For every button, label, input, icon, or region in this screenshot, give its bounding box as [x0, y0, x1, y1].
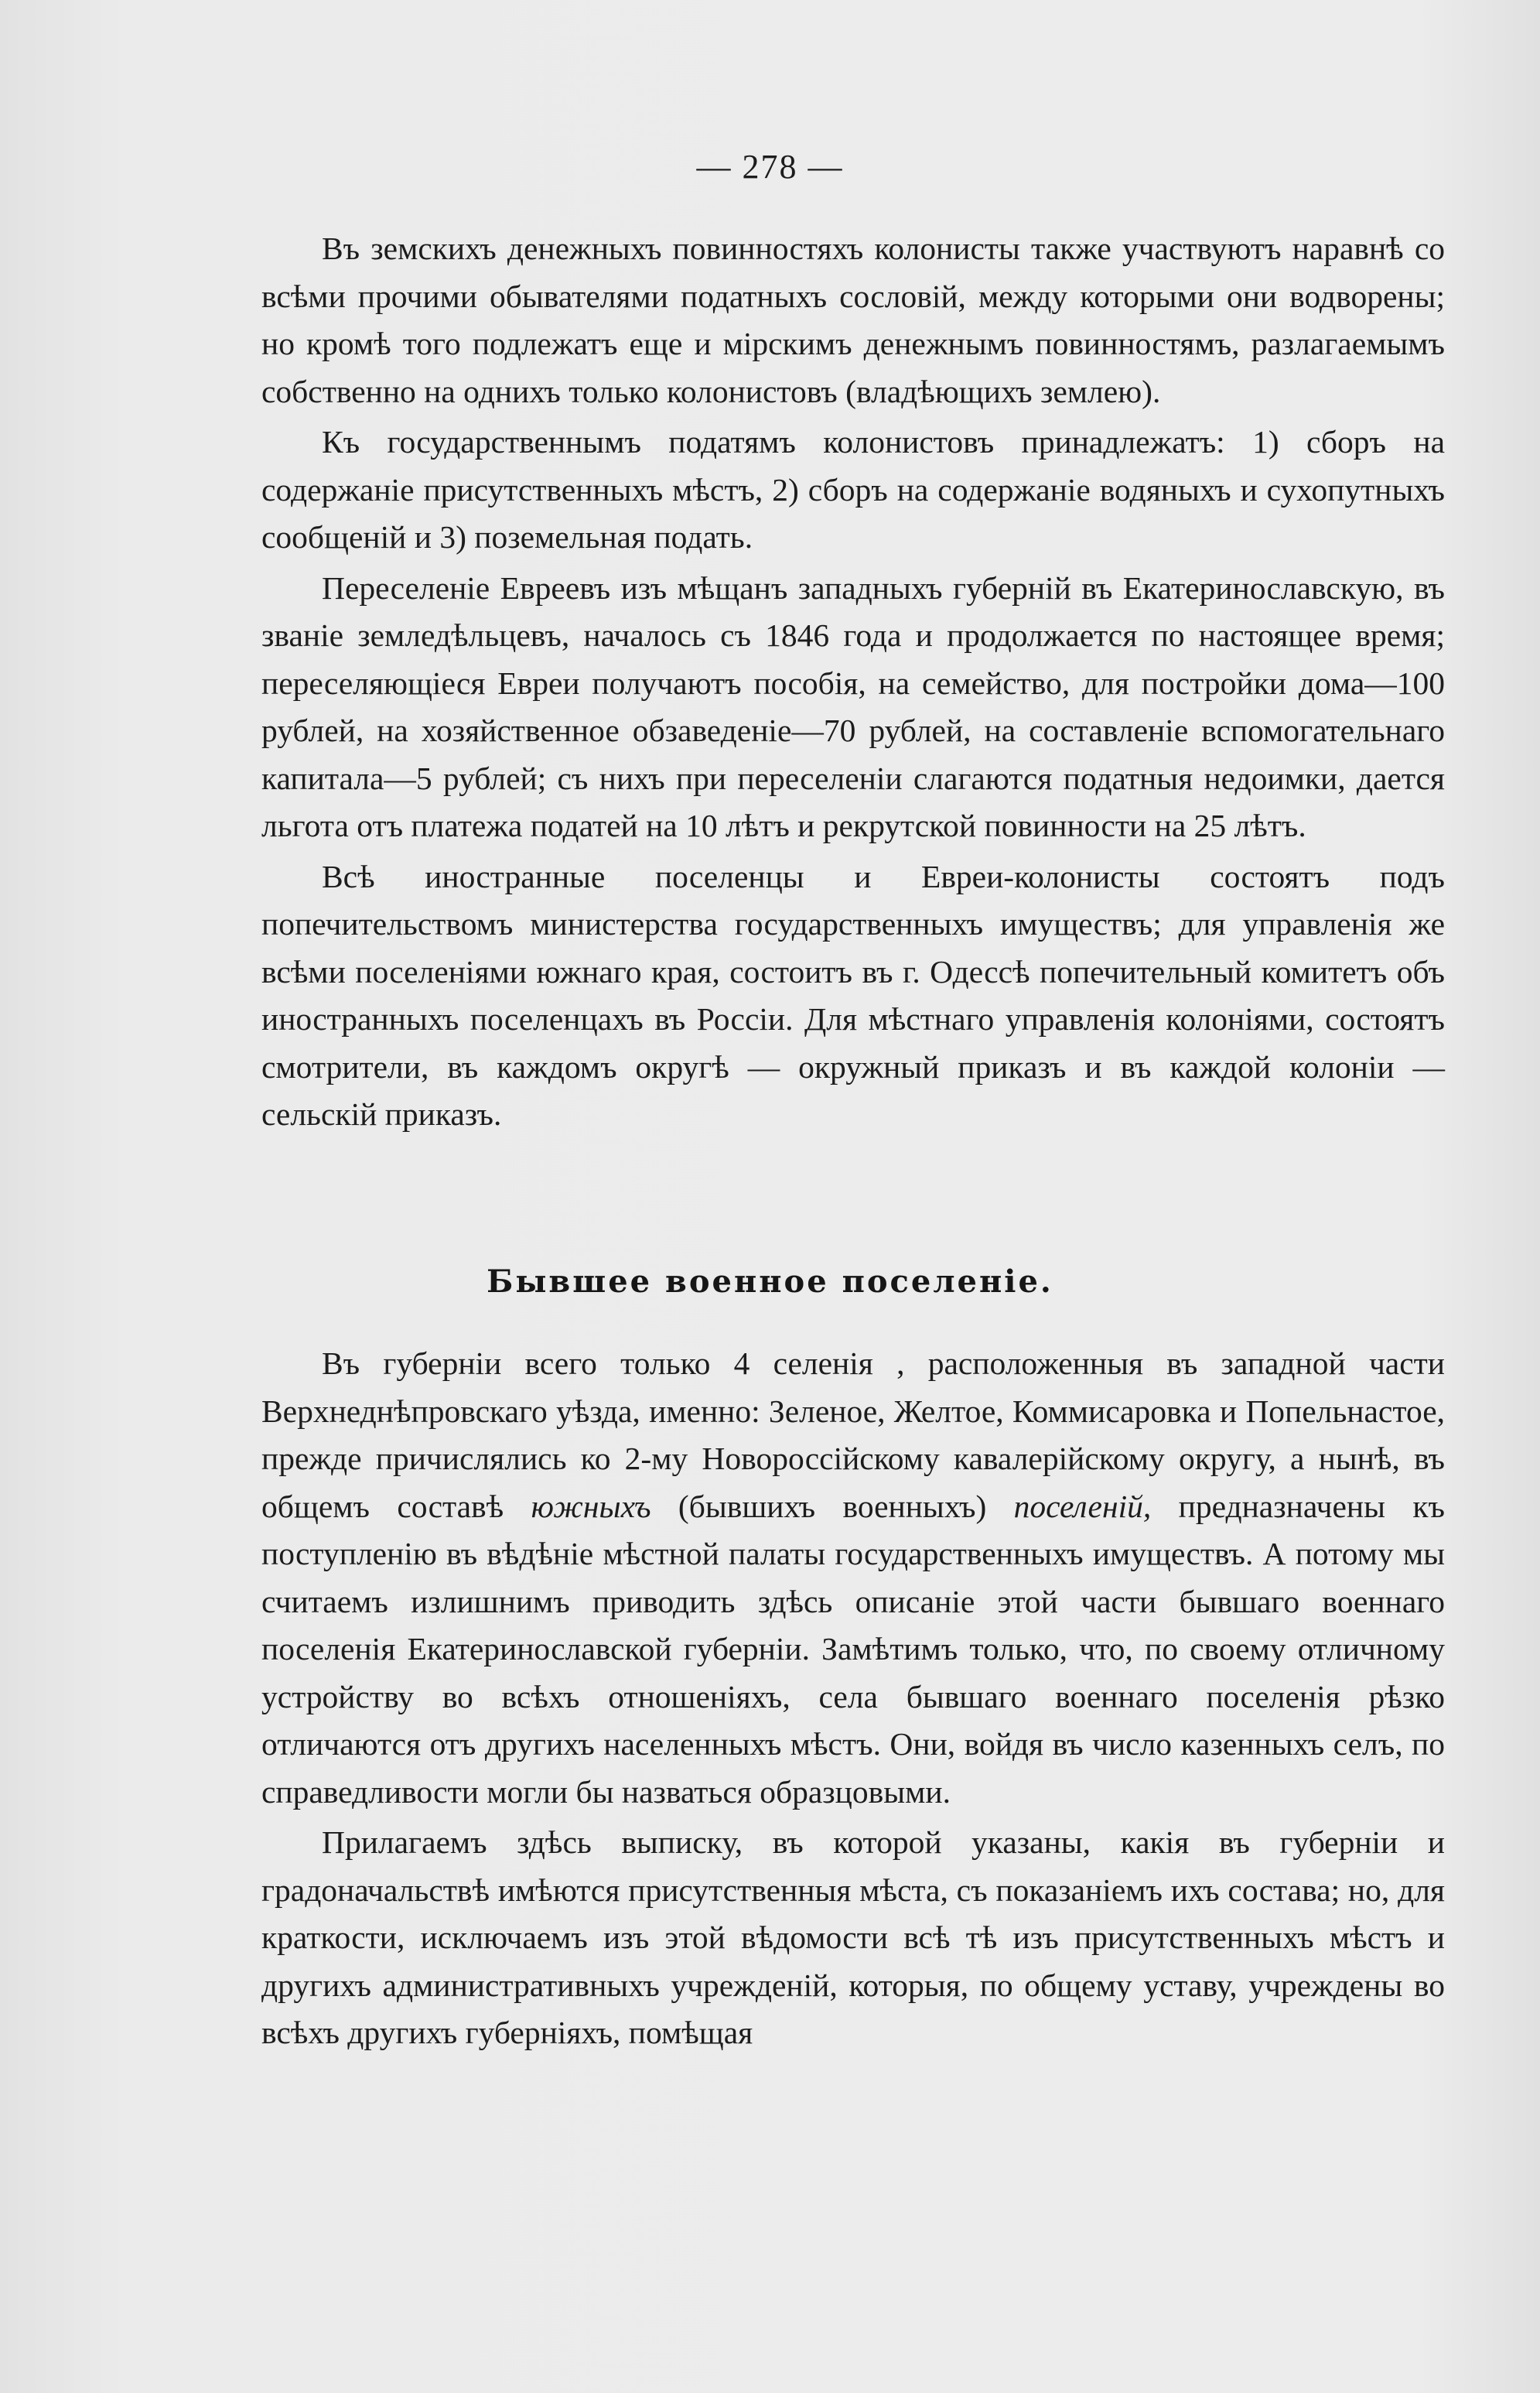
section-heading: Бывшее военное поселеніе. [487, 1263, 1053, 1300]
page-number: — 278 — [696, 148, 844, 186]
paragraph-state-taxes: Къ государственнымъ податямъ колонистовъ принадлежатъ: 1) сборъ на содержаніе присутственныхъ мѣстъ, 2) сборъ на содержаніе водяныхъ и сухопутныхъ сообщеній и 3) поземельная подать. [261, 424, 1445, 555]
paragraph-military-settlement [261, 1340, 1445, 1816]
paragraph-jewish-resettlement: Переселеніе Евреевъ изъ мѣщанъ западныхъ губерній въ Екатеринославскую, въ званіе земледѣльцевъ, началось съ 1846 года и продолжается по настоящее время; переселяющіеся Евреи получаютъ пособія, на семейство, для постройки дома—100 рублей, на хозяйственное обзаведеніе—70 рублей, на составленіе вспомогательнаго капитала—5 рублей; съ нихъ при переселеніи слагаются податныя недоимки, дается льгота отъ платежа податей на 10 лѣтъ и рекрутской повинности на 25 лѣтъ. [261, 569, 1445, 843]
italic-term-settlements: поселеній, [1013, 1488, 1152, 1524]
paragraph-administration: Всѣ иностранные поселенцы и Евреи-колонисты состоятъ подъ попечительствомъ министерства государственныхъ имуществъ; для управленія же всѣми поселеніями южнаго края, состоитъ въ г. Одессѣ попечительный комитетъ объ иностранныхъ поселенцахъ въ Россіи. Для мѣстнаго управленія колоніями, состоятъ смотрители, въ каждомъ округѣ — окружный приказъ и въ каждой колоніи — сельскій приказъ. [261, 858, 1445, 1132]
italic-term-southern: южныхъ [531, 1488, 651, 1524]
paragraph-zemstvo-duties: Въ земскихъ денежныхъ повинностяхъ колонисты также участвуютъ наравнѣ со всѣми прочими обывателями податныхъ сословій, между которыми они водворены; но кромѣ того подлежатъ еще и мірскимъ денежнымъ повинностямъ, разлагаемымъ собственно на однихъ только колонистовъ (владѣющихъ землею). [261, 231, 1445, 409]
paragraph-text-segment: Въ губерніи всего только 4 селенія , расположенныя въ западной части Верхнеднѣпровскаго уѣзда, именно: Зеленое, Желтое, Коммисаровка и Попельнастое, прежде причислялись ко 2-му Новороссійскому кавалерійскому округу, а нынѣ, въ общемъ составѣ [261, 1345, 1445, 1524]
text-block-top [261, 225, 1445, 1142]
text-block-bottom [261, 1340, 1445, 2060]
paragraph-attached-extract: Прилагаемъ здѣсь выписку, въ которой указаны, какія въ губерніи и градоначальствѣ имѣются присутственныя мѣста, съ показаніемъ ихъ состава; но, для краткости, исключаемъ изъ этой вѣдомости всѣ тѣ изъ присутственныхъ мѣстъ и другихъ административныхъ учрежденій, которыя, по общему уставу, учреждены во всѣхъ другихъ губерніяхъ, помѣщая [261, 1824, 1445, 2050]
paragraph-text-segment: (бывшихъ военныхъ) [650, 1488, 1014, 1524]
paragraph-text-segment: предназначены къ поступленію въ вѣдѣніе мѣстной палаты государственныхъ имуществъ. А потому мы считаемъ излишнимъ приводить здѣсь описаніе этой части бывшаго военнаго поселенія Екатеринославской губерніи. Замѣтимъ только, что, по своему отличному устройству во всѣхъ отношеніяхъ, села бывшаго военнаго поселенія рѣзко отличаются отъ другихъ населенныхъ мѣстъ. Они, войдя въ число казенныхъ селъ, по справедливости могли бы назваться образцовыми. [261, 1488, 1445, 1810]
